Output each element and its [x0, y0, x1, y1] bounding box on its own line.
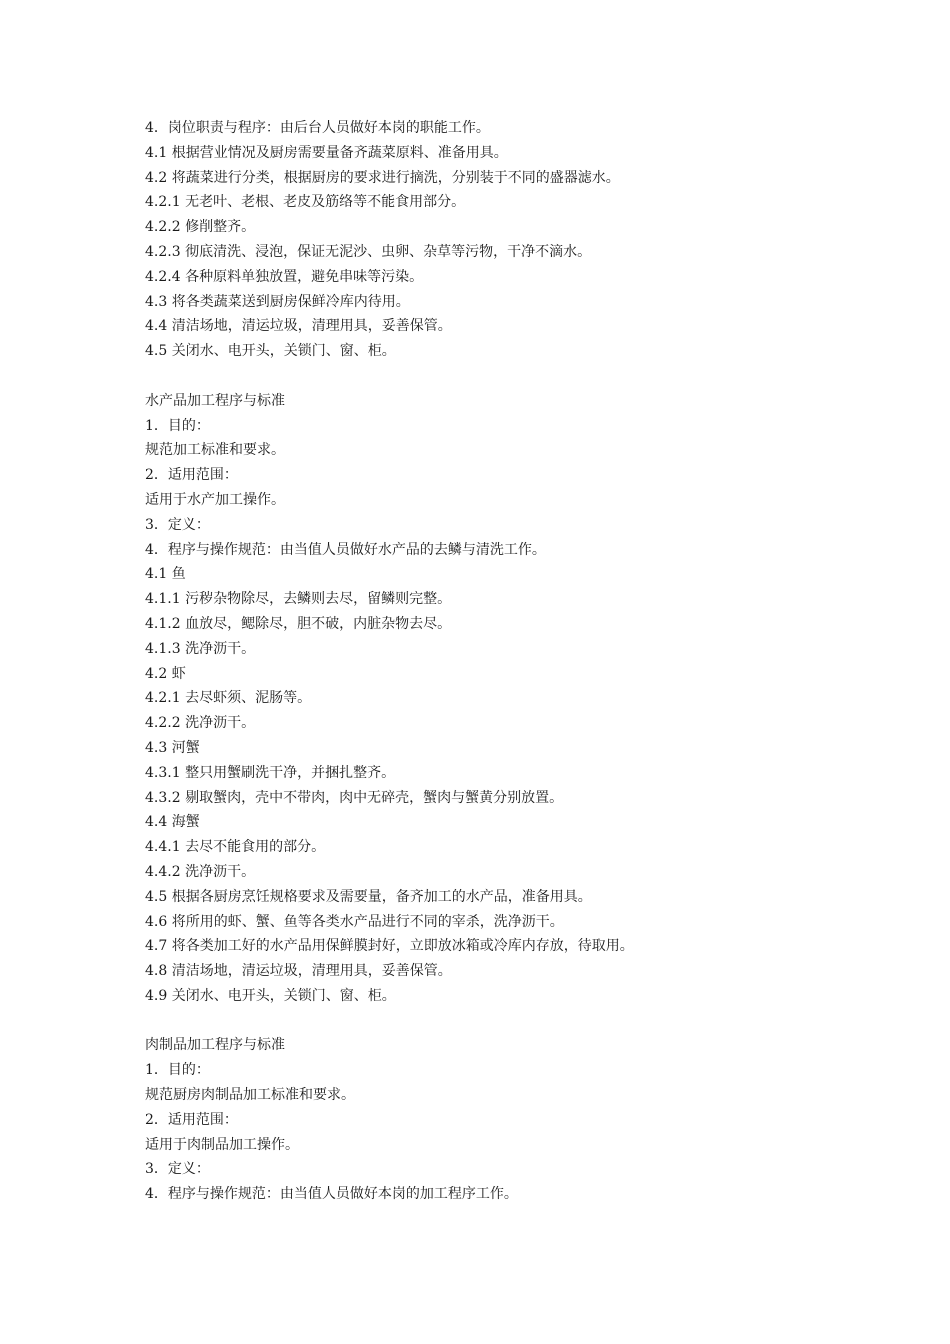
- text-line: 4.3 将各类蔬菜送到厨房保鲜冷库内待用。: [145, 293, 410, 310]
- text-line: 4．岗位职责与程序：由后台人员做好本岗的职能工作。: [145, 120, 490, 136]
- text-line: 4.2.1 无老叶、老根、老皮及筋络等不能食用部分。: [145, 194, 466, 211]
- text-line: 4.2.4 各种原料单独放置，避免串味等污染。: [145, 268, 424, 285]
- text-line: 4.2 虾: [145, 665, 186, 682]
- text-line: 4.3.1 整只用蟹刷洗干净，并捆扎整齐。: [145, 764, 396, 781]
- text-line: 2．适用范围：: [145, 1111, 238, 1128]
- section-aquatic: [145, 389, 925, 1009]
- text-line: 4.2 将蔬菜进行分类，根据厨房的要求进行摘洗，分别装于不同的盛器滤水。: [145, 169, 620, 186]
- section-title: 肉制品加工程序与标准: [145, 1037, 285, 1054]
- text-line: 4.4 海蟹: [145, 814, 200, 831]
- text-line: 4.4.1 去尽不能食用的部分。: [145, 839, 326, 856]
- text-line: 3．定义：: [145, 1161, 210, 1178]
- text-line: 4.1 鱼: [145, 566, 186, 583]
- section-meat: [145, 1033, 925, 1207]
- text-line: 4．程序与操作规范：由当值人员做好水产品的去鳞与清洗工作。: [145, 541, 546, 558]
- section-title: 水产品加工程序与标准: [145, 392, 285, 409]
- document-page: [145, 116, 925, 1207]
- text-line: 1．目的：: [145, 417, 210, 434]
- text-line: 4.7 将各类加工好的水产品用保鲜膜封好，立即放冰箱或冷库内存放，待取用。: [145, 938, 634, 955]
- section-gap: [145, 1009, 925, 1034]
- text-line: 4.2.2 洗净沥干。: [145, 715, 256, 732]
- text-line: 4.6 将所用的虾、蟹、鱼等各类水产品进行不同的宰杀，洗净沥干。: [145, 913, 564, 930]
- text-line: 适用于水产加工操作。: [145, 491, 285, 508]
- text-line: 4.1.2 血放尽，鳃除尽，胆不破，内脏杂物去尽。: [145, 615, 452, 632]
- text-line: 2．适用范围：: [145, 467, 238, 484]
- text-line: 4.9 关闭水、电开头，关锁门、窗、柜。: [145, 987, 396, 1004]
- text-line: 3．定义：: [145, 516, 210, 533]
- section-vegetable-tail: [145, 116, 925, 364]
- text-line: 规范加工标准和要求。: [145, 442, 285, 459]
- text-line: 4.5 根据各厨房烹饪规格要求及需要量，备齐加工的水产品，准备用具。: [145, 888, 592, 905]
- text-line: 规范厨房肉制品加工标准和要求。: [145, 1087, 355, 1104]
- text-line: 适用于肉制品加工操作。: [145, 1136, 299, 1153]
- text-line: 4.4.2 洗净沥干。: [145, 863, 256, 880]
- text-line: 4.1 根据营业情况及厨房需要量备齐蔬菜原料、准备用具。: [145, 144, 508, 161]
- text-line: 4.2.2 修削整齐。: [145, 219, 256, 236]
- text-line: 4.1.1 污秽杂物除尽，去鳞则去尽，留鳞则完整。: [145, 591, 452, 608]
- text-line: 4．程序与操作规范：由当值人员做好本岗的加工程序工作。: [145, 1186, 518, 1203]
- text-line: 4.1.3 洗净沥干。: [145, 640, 256, 657]
- section-gap: [145, 364, 925, 389]
- text-line: 4.2.3 彻底清洗、浸泡，保证无泥沙、虫卵、杂草等污物，干净不滴水。: [145, 243, 592, 260]
- text-line: 1．目的：: [145, 1062, 210, 1079]
- text-line: 4.3.2 剔取蟹肉，壳中不带肉，肉中无碎壳，蟹肉与蟹黄分别放置。: [145, 789, 564, 806]
- text-line: 4.5 关闭水、电开头，关锁门、窗、柜。: [145, 343, 396, 360]
- text-line: 4.8 清洁场地，清运垃圾，清理用具，妥善保管。: [145, 963, 452, 980]
- text-line: 4.3 河蟹: [145, 739, 200, 756]
- text-line: 4.4 清洁场地，清运垃圾，清理用具，妥善保管。: [145, 318, 452, 335]
- text-line: 4.2.1 去尽虾须、泥肠等。: [145, 690, 312, 707]
